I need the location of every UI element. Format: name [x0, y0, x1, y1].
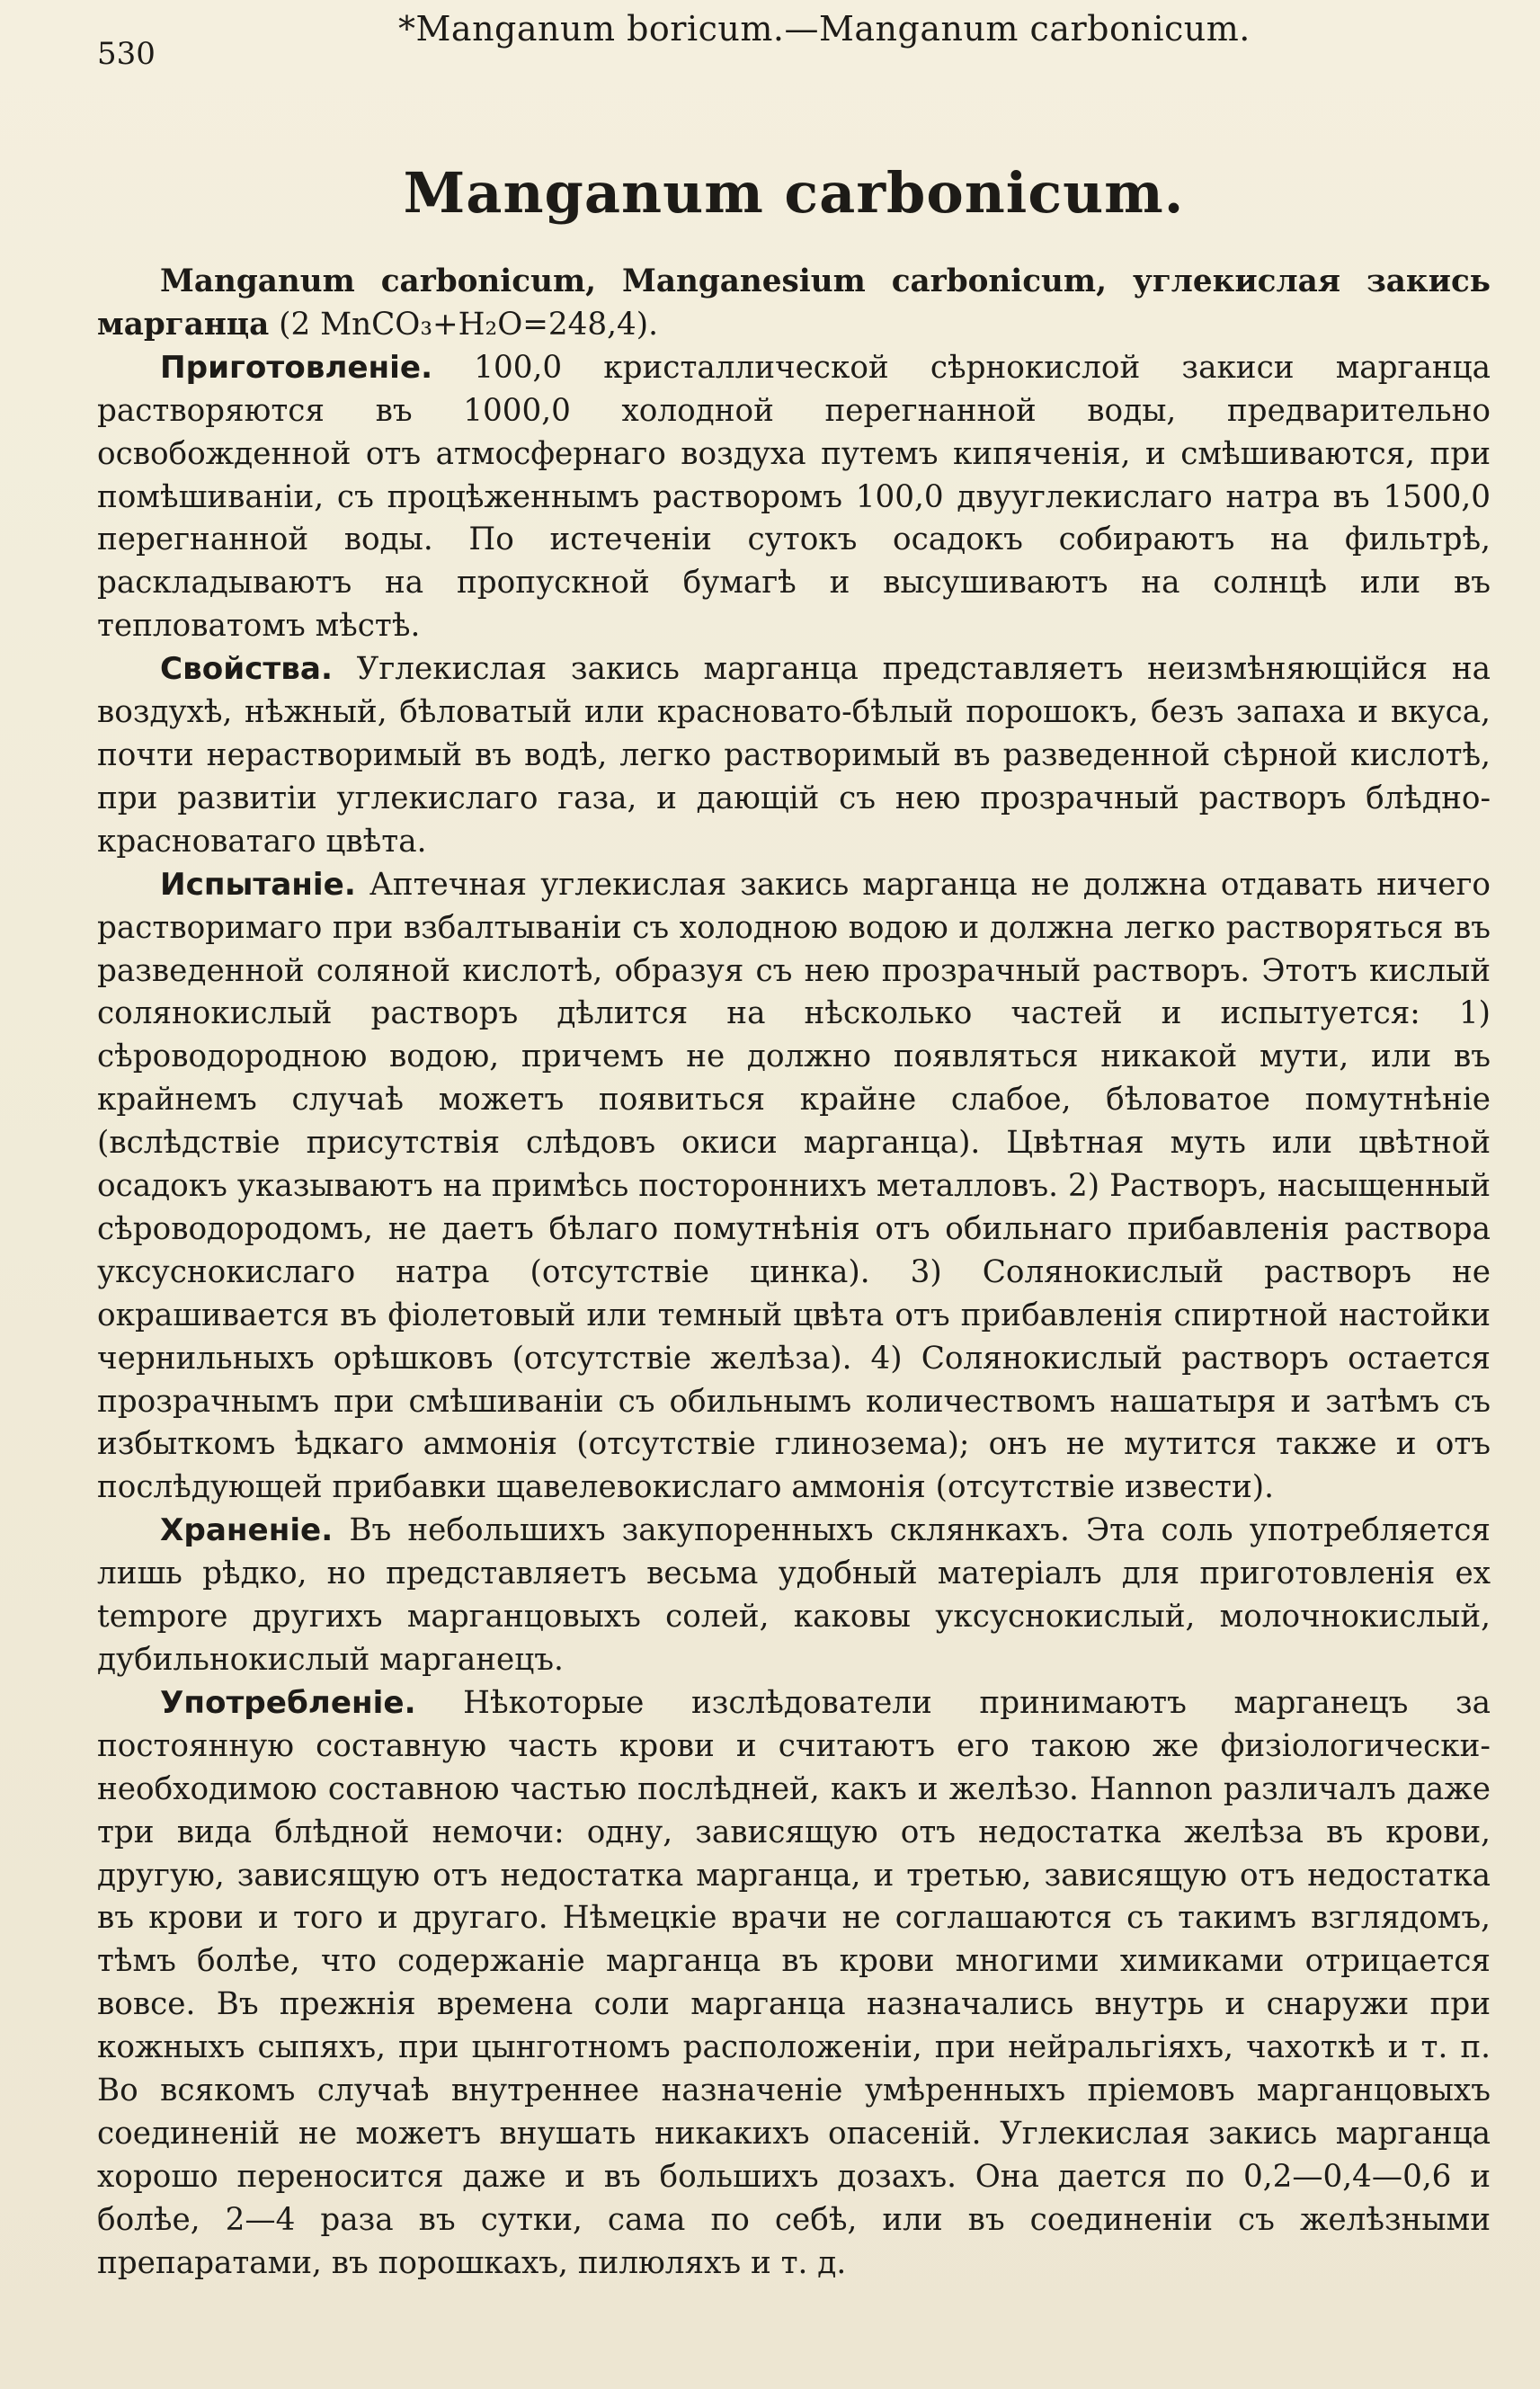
paragraph-usage: [97, 1682, 1491, 2286]
properties-heading: Свойства.: [160, 651, 333, 688]
running-head: [97, 9, 1491, 72]
definition-text: (2 MnCO₃+H₂O=248,4).: [269, 306, 658, 343]
paragraph-testing: [97, 864, 1491, 1511]
usage-heading: Употребленіе.: [160, 1684, 416, 1721]
testing-heading: Испытаніе.: [160, 866, 356, 903]
properties-text: Углекислая закись марганца представляетъ неизмѣняющійся на воздухѣ, нѣжный, бѣловатый или красновато-бѣлый порошокъ, безъ запаха и вкуса, почти нерастворимый въ водѣ, легко растворимый въ разведенной сѣрной кислотѣ, при развитіи углекислаго газа, и дающій съ нею прозрачный растворъ блѣдно-красноватаго цвѣта.: [97, 651, 1491, 860]
page-number: 530: [97, 36, 156, 72]
paragraph-storage: [97, 1510, 1491, 1682]
storage-heading: Храненіе.: [160, 1512, 334, 1549]
running-title: *Manganum boricum.—Manganum carbonicum.: [398, 9, 1251, 49]
paragraph-definition: [97, 261, 1491, 347]
usage-text: Нѣкоторые изслѣдователи принимаютъ марганецъ за постоянную составную часть крови и считаютъ его такою же физіологически-необходимою составною частью послѣдней, какъ и желѣзо. Hannon различалъ даже три вида блѣдной немочи: одну, зависящую отъ недостатка желѣза въ крови, другую, зависящую отъ недостатка марганца, и третью, зависящую отъ недостатка въ крови и того и другаго. Нѣмецкіе врачи не соглашаются съ такимъ взглядомъ, тѣмъ болѣе, что содержаніе марганца въ крови многими химиками отрицается вовсе. Въ прежнія времена соли марганца назначались внутрь и снаружи при кожныхъ сыпяхъ, при цынготномъ расположеніи, при нейральгіяхъ, чахоткѣ и т. п. Во всякомъ случаѣ внутреннее назначеніе умѣренныхъ пріемовъ марганцовыхъ соединеній не можетъ внушать никакихъ опасеній. Углекислая закись марганца хорошо переносится даже и въ большихъ дозахъ. Она дается по 0,2—0,4—0,6 и болѣе, 2—4 раза въ сутки, сама по себѣ, или въ соединеніи съ желѣзными препаратами, въ порошкахъ, пилюляхъ и т. д.: [97, 1684, 1491, 2281]
article-title: Manganum carbonicum.: [403, 160, 1185, 226]
testing-text: Аптечная углекислая закись марганца не должна отдавать ничего растворимаго при взбалтываніи съ холодною водою и должна легко растворяться въ разведенной соляной кислотѣ, образуя съ нею прозрачный растворъ. Этотъ кислый солянокислый растворъ дѣлится на нѣсколько частей и испытуется: 1) сѣроводородною водою, причемъ не должно появляться никакой мути, или въ крайнемъ случаѣ можетъ появиться крайне слабое, бѣловатое помутнѣніе (вслѣдствіе присутствія слѣдовъ окиси марганца). Цвѣтная муть или цвѣтной осадокъ указываютъ на примѣсь постороннихъ металловъ. 2) Растворъ, насыщенный сѣроводородомъ, не даетъ бѣлаго помутнѣнія отъ обильнаго прибавленія раствора уксуснокислаго натра (отсутствіе цинка). 3) Солянокислый растворъ не окрашивается въ фіолетовый или темный цвѣта отъ прибавленія спиртной настойки чернильныхъ орѣшковъ (отсутствіе желѣза). 4) Солянокислый растворъ остается прозрачнымъ при смѣшиваніи съ обильнымъ количествомъ нашатыря и затѣмъ съ избыткомъ ѣдкаго аммонія (отсутствіе глинозема); онъ не мутится также и отъ послѣдующей прибавки щавелевокислаго аммонія (отсутствіе извести).: [97, 866, 1491, 1506]
paragraph-preparation: [97, 347, 1491, 648]
definition-lead: Manganum carbonicum, Manganesium carbonicum, углекислая закись марганца: [97, 263, 1491, 343]
storage-text: Въ небольшихъ закупоренныхъ склянкахъ. Эта соль употребляется лишь рѣдко, но представляетъ весьма удобный матеріалъ для приготовленія ex tempore другихъ марганцовыхъ солей, каковы уксуснокислый, молочнокислый, дубильнокислый марганецъ.: [97, 1512, 1491, 1678]
paragraph-properties: [97, 648, 1491, 864]
preparation-heading: Приготовленіе.: [160, 349, 433, 386]
preparation-text: 100,0 кристаллической сѣрнокислой закиси марганца растворяются въ 1000,0 холодной перегнанной воды, предварительно освобожденной отъ атмосфернаго воздуха путемъ кипяченія, и смѣшиваются, при помѣшиваніи, съ процѣженнымъ растворомъ 100,0 двууглекислаго натра въ 1500,0 перегнанной воды. По истеченіи сутокъ осадокъ собираютъ на фильтрѣ, раскладываютъ на пропускной бумагѣ и высушиваютъ на солнцѣ или въ тепловатомъ мѣстѣ.: [97, 349, 1491, 645]
article-body: [97, 261, 1491, 2286]
